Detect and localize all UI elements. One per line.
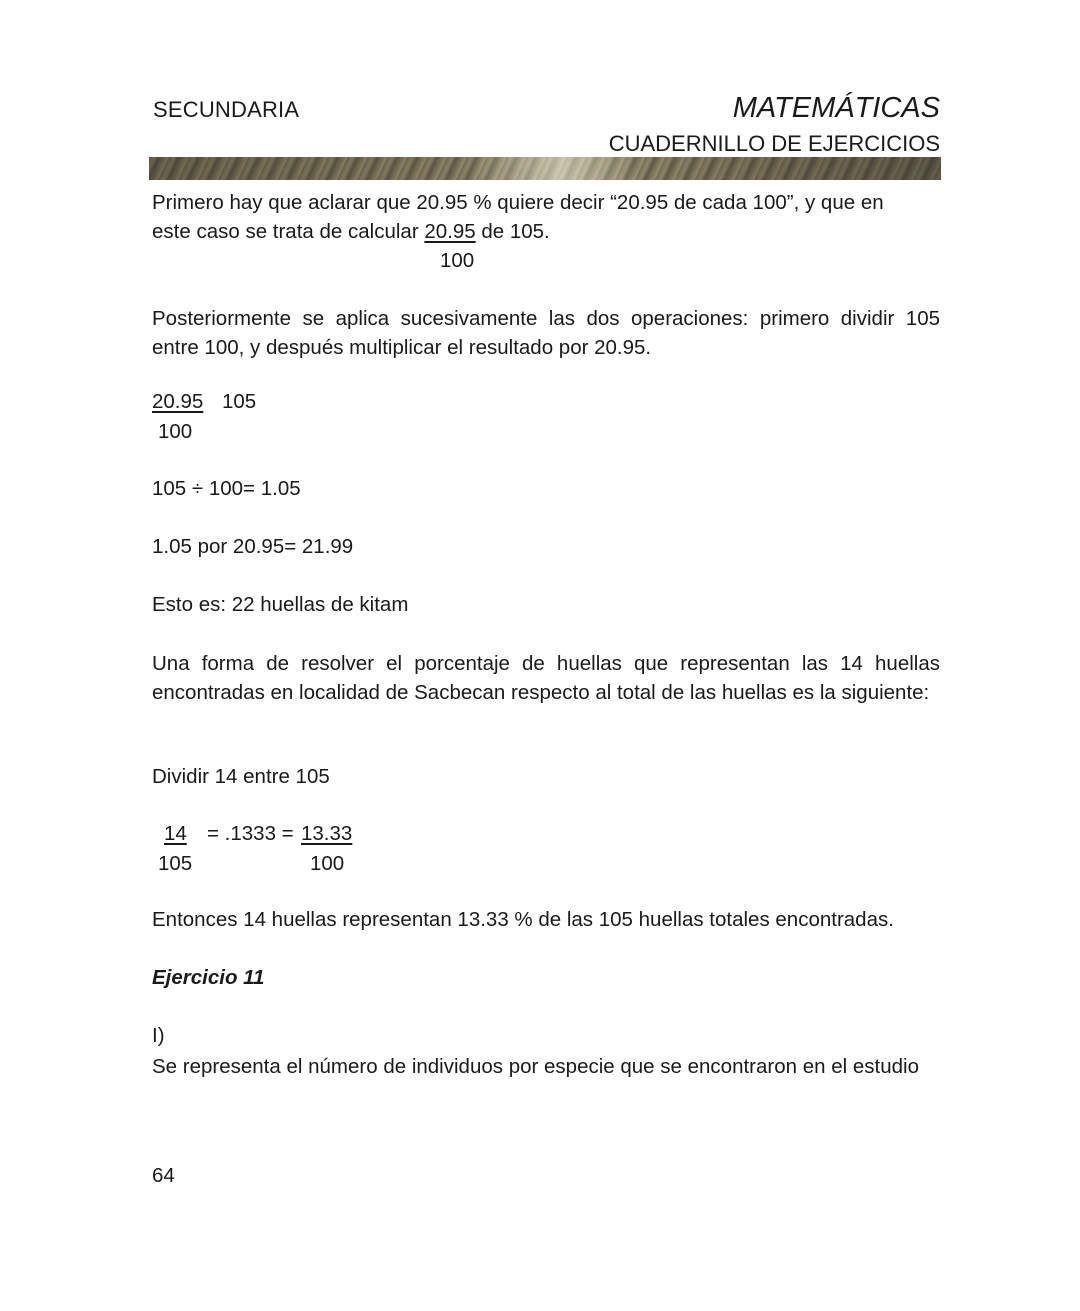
- paragraph-intro-line2-text: este caso se trata de calcular: [152, 220, 419, 243]
- fraction4-numerator: 13.33: [301, 822, 353, 845]
- result-statement: Esto es: 22 huellas de kitam: [152, 593, 409, 616]
- fraction2-multiplier: 105: [222, 390, 257, 413]
- fraction3-equals: = .1333 =: [207, 822, 294, 845]
- section-numeral: I): [152, 1024, 165, 1047]
- paragraph-intro-line2: [152, 217, 940, 246]
- conclusion-statement: Entonces 14 huellas representan 13.33 % de las 105 huellas totales encontradas.: [152, 908, 894, 931]
- fraction2-denominator: 100: [158, 420, 193, 443]
- paragraph-operations: Posteriormente se aplica sucesivamente las dos operaciones: primero dividir 105 entre 100, y después multiplicar el resultado por 20.95.: [152, 307, 940, 359]
- fraction-numerator: 20.95: [424, 220, 476, 243]
- fraction-denominator: 100: [440, 249, 475, 272]
- paragraph-percentage-method: Una forma de resolver el porcentaje de huellas que representan las 14 huellas encontradas en localidad de Sacbecan respecto al total de las huellas es la siguiente:: [152, 652, 940, 704]
- header-subject: MATEMÁTICAS: [732, 92, 940, 124]
- calculation-multiplication: 1.05 por 20.95= 21.99: [152, 535, 354, 558]
- page-number: 64: [152, 1164, 175, 1187]
- header-level: SECUNDARIA: [153, 97, 300, 122]
- fraction2-numerator: 20.95: [152, 390, 204, 413]
- paragraph-intro-line1: Primero hay que aclarar que 20.95 % quiere decir “20.95 de cada 100”, y que en: [152, 191, 884, 214]
- header-booklet: CUADERNILLO DE EJERCICIOS: [608, 131, 940, 156]
- paragraph-intro-line2-tail: de 105.: [481, 220, 550, 243]
- header-banner-image: [149, 157, 941, 180]
- paragraph-exercise: Se representa el número de individuos por especie que se encontraron en el estudio: [152, 1055, 919, 1078]
- exercise-title: Ejercicio 11: [152, 966, 265, 989]
- fraction3-denominator: 105: [158, 852, 193, 875]
- fraction3-numerator: 14: [164, 822, 187, 845]
- calculation-division: 105 ÷ 100= 1.05: [152, 477, 301, 500]
- divide-instruction: Dividir 14 entre 105: [152, 765, 330, 788]
- paragraph-intro: [152, 188, 940, 246]
- fraction4-denominator: 100: [310, 852, 345, 875]
